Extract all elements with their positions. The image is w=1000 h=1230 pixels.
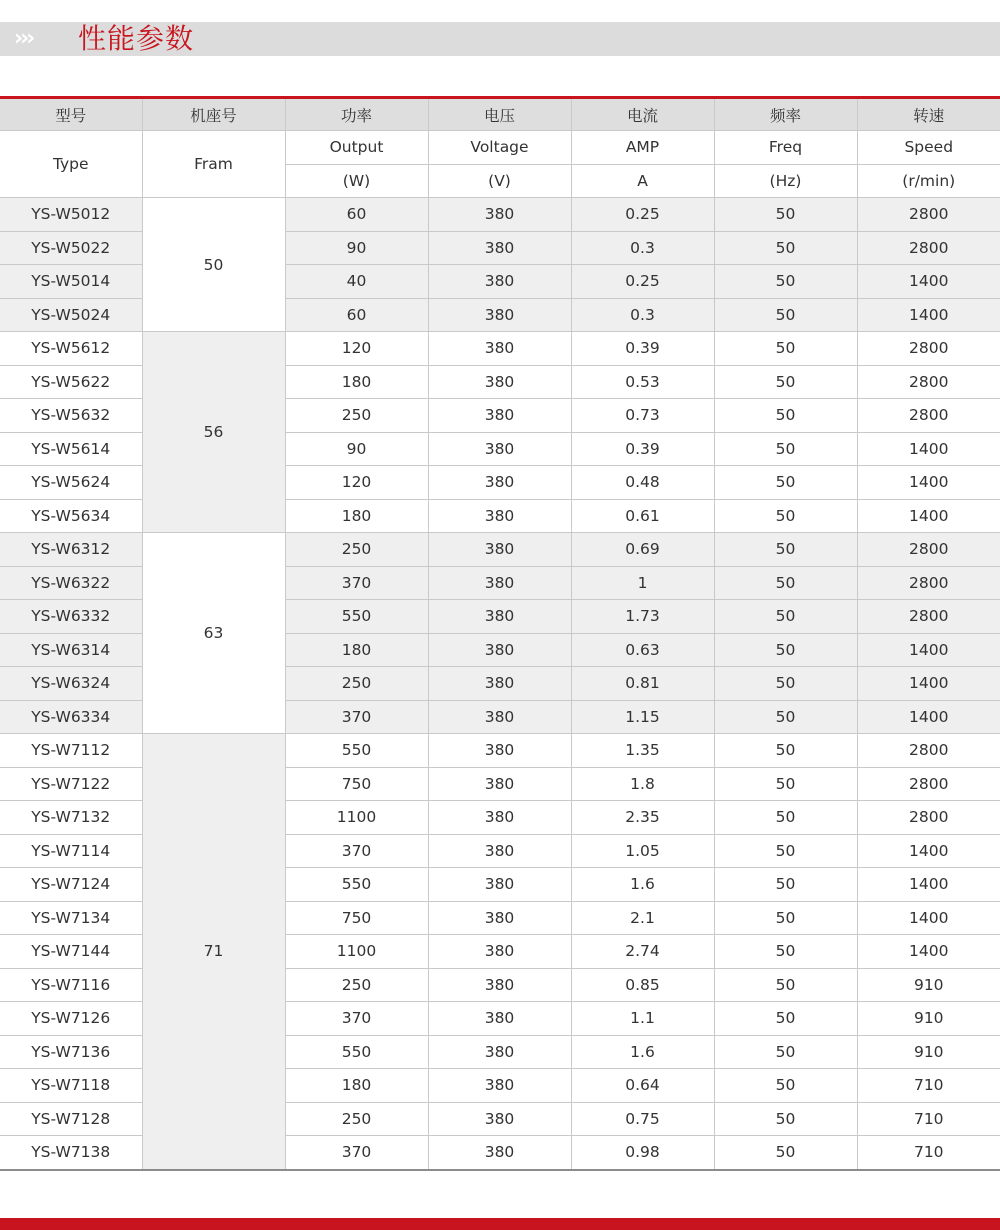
cell-amp: 0.39 (571, 432, 714, 466)
header-en-speed: Speed (857, 131, 1000, 165)
cell-freq: 50 (714, 968, 857, 1002)
cell-speed: 2800 (857, 801, 1000, 835)
cell-output: 120 (285, 332, 428, 366)
cell-voltage: 380 (428, 499, 571, 533)
cell-output: 250 (285, 399, 428, 433)
cell-output: 40 (285, 265, 428, 299)
section-title-bar (0, 22, 1000, 56)
cell-speed: 1400 (857, 700, 1000, 734)
unit-freq: (Hz) (714, 164, 857, 198)
cell-output: 1100 (285, 801, 428, 835)
cell-speed: 1400 (857, 834, 1000, 868)
cell-output: 180 (285, 633, 428, 667)
cell-speed: 1400 (857, 868, 1000, 902)
cell-freq: 50 (714, 499, 857, 533)
cell-amp: 1.15 (571, 700, 714, 734)
cell-output: 180 (285, 499, 428, 533)
cell-output: 750 (285, 901, 428, 935)
cell-type: YS-W6322 (0, 566, 142, 600)
cell-output: 90 (285, 432, 428, 466)
cell-speed: 1400 (857, 667, 1000, 701)
cell-frame: 71 (142, 734, 285, 1170)
cell-speed: 710 (857, 1069, 1000, 1103)
cell-type: YS-W5614 (0, 432, 142, 466)
cell-frame: 50 (142, 198, 285, 332)
header-cn-output: 功率 (285, 99, 428, 131)
cell-type: YS-W6324 (0, 667, 142, 701)
cell-amp: 1.35 (571, 734, 714, 768)
cell-type: YS-W7112 (0, 734, 142, 768)
cell-amp: 0.25 (571, 265, 714, 299)
cell-amp: 0.81 (571, 667, 714, 701)
header-en-freq: Freq (714, 131, 857, 165)
cell-freq: 50 (714, 298, 857, 332)
cell-freq: 50 (714, 399, 857, 433)
cell-freq: 50 (714, 1002, 857, 1036)
cell-speed: 2800 (857, 566, 1000, 600)
header-cn-type: 型号 (0, 99, 142, 131)
cell-freq: 50 (714, 1102, 857, 1136)
cell-freq: 50 (714, 198, 857, 232)
cell-type: YS-W7116 (0, 968, 142, 1002)
cell-voltage: 380 (428, 365, 571, 399)
cell-speed: 1400 (857, 265, 1000, 299)
cell-type: YS-W5014 (0, 265, 142, 299)
cell-amp: 0.98 (571, 1136, 714, 1170)
cell-type: YS-W7144 (0, 935, 142, 969)
cell-voltage: 380 (428, 600, 571, 634)
cell-voltage: 380 (428, 767, 571, 801)
cell-type: YS-W7114 (0, 834, 142, 868)
cell-output: 550 (285, 734, 428, 768)
cell-amp: 0.3 (571, 231, 714, 265)
cell-speed: 1400 (857, 432, 1000, 466)
cell-freq: 50 (714, 432, 857, 466)
unit-amp: A (571, 164, 714, 198)
cell-type: YS-W7136 (0, 1035, 142, 1069)
cell-output: 180 (285, 1069, 428, 1103)
performance-table-container (0, 96, 1000, 1171)
cell-output: 750 (285, 767, 428, 801)
cell-speed: 1400 (857, 466, 1000, 500)
cell-freq: 50 (714, 901, 857, 935)
cell-voltage: 380 (428, 1002, 571, 1036)
cell-type: YS-W5624 (0, 466, 142, 500)
cell-freq: 50 (714, 365, 857, 399)
header-en-frame: Fram (142, 131, 285, 198)
table-row (0, 198, 1000, 232)
cell-voltage: 380 (428, 734, 571, 768)
cell-output: 550 (285, 600, 428, 634)
cell-amp: 1.05 (571, 834, 714, 868)
cell-speed: 710 (857, 1102, 1000, 1136)
cell-freq: 50 (714, 466, 857, 500)
header-cn-speed: 转速 (857, 99, 1000, 131)
cell-amp: 1 (571, 566, 714, 600)
bottom-accent-bar (0, 1218, 1000, 1230)
cell-output: 120 (285, 466, 428, 500)
cell-freq: 50 (714, 533, 857, 567)
header-row-cn (0, 99, 1000, 131)
header-cn-voltage: 电压 (428, 99, 571, 131)
cell-amp: 0.25 (571, 198, 714, 232)
cell-speed: 2800 (857, 533, 1000, 567)
cell-freq: 50 (714, 801, 857, 835)
cell-voltage: 380 (428, 466, 571, 500)
cell-type: YS-W5012 (0, 198, 142, 232)
cell-speed: 2800 (857, 365, 1000, 399)
cell-speed: 910 (857, 968, 1000, 1002)
cell-voltage: 380 (428, 868, 571, 902)
cell-amp: 0.85 (571, 968, 714, 1002)
cell-speed: 1400 (857, 298, 1000, 332)
cell-voltage: 380 (428, 231, 571, 265)
cell-frame: 63 (142, 533, 285, 734)
cell-type: YS-W7128 (0, 1102, 142, 1136)
cell-voltage: 380 (428, 432, 571, 466)
cell-type: YS-W7126 (0, 1002, 142, 1036)
cell-speed: 710 (857, 1136, 1000, 1170)
header-row-en (0, 131, 1000, 165)
cell-voltage: 380 (428, 1069, 571, 1103)
cell-output: 250 (285, 1102, 428, 1136)
cell-freq: 50 (714, 868, 857, 902)
cell-voltage: 380 (428, 901, 571, 935)
cell-voltage: 380 (428, 1035, 571, 1069)
cell-freq: 50 (714, 332, 857, 366)
cell-amp: 2.35 (571, 801, 714, 835)
cell-amp: 1.73 (571, 600, 714, 634)
header-cn-amp: 电流 (571, 99, 714, 131)
cell-type: YS-W6314 (0, 633, 142, 667)
cell-output: 370 (285, 700, 428, 734)
cell-speed: 2800 (857, 332, 1000, 366)
header-en-type: Type (0, 131, 142, 198)
cell-voltage: 380 (428, 533, 571, 567)
cell-type: YS-W6334 (0, 700, 142, 734)
cell-output: 180 (285, 365, 428, 399)
cell-output: 60 (285, 198, 428, 232)
header-cn-freq: 频率 (714, 99, 857, 131)
cell-type: YS-W5612 (0, 332, 142, 366)
cell-voltage: 380 (428, 801, 571, 835)
cell-output: 250 (285, 533, 428, 567)
header-cn-frame: 机座号 (142, 99, 285, 131)
cell-freq: 50 (714, 700, 857, 734)
table-row (0, 533, 1000, 567)
cell-output: 90 (285, 231, 428, 265)
cell-amp: 0.39 (571, 332, 714, 366)
cell-speed: 2800 (857, 231, 1000, 265)
cell-speed: 1400 (857, 633, 1000, 667)
cell-amp: 1.6 (571, 1035, 714, 1069)
cell-output: 60 (285, 298, 428, 332)
cell-freq: 50 (714, 633, 857, 667)
cell-voltage: 380 (428, 834, 571, 868)
cell-speed: 1400 (857, 935, 1000, 969)
cell-freq: 50 (714, 1136, 857, 1170)
cell-freq: 50 (714, 265, 857, 299)
performance-table (0, 99, 1000, 1171)
cell-freq: 50 (714, 1069, 857, 1103)
cell-output: 370 (285, 834, 428, 868)
cell-speed: 1400 (857, 901, 1000, 935)
cell-voltage: 380 (428, 1102, 571, 1136)
table-row (0, 734, 1000, 768)
cell-amp: 0.61 (571, 499, 714, 533)
cell-frame: 56 (142, 332, 285, 533)
cell-speed: 2800 (857, 734, 1000, 768)
cell-freq: 50 (714, 600, 857, 634)
cell-voltage: 380 (428, 633, 571, 667)
cell-voltage: 380 (428, 298, 571, 332)
cell-output: 370 (285, 1002, 428, 1036)
cell-freq: 50 (714, 767, 857, 801)
cell-type: YS-W7124 (0, 868, 142, 902)
cell-type: YS-W7122 (0, 767, 142, 801)
cell-voltage: 380 (428, 265, 571, 299)
cell-type: YS-W5022 (0, 231, 142, 265)
cell-type: YS-W6312 (0, 533, 142, 567)
cell-voltage: 380 (428, 1136, 571, 1170)
cell-amp: 0.64 (571, 1069, 714, 1103)
cell-amp: 0.75 (571, 1102, 714, 1136)
cell-freq: 50 (714, 667, 857, 701)
cell-amp: 2.1 (571, 901, 714, 935)
cell-type: YS-W5622 (0, 365, 142, 399)
header-en-voltage: Voltage (428, 131, 571, 165)
cell-type: YS-W5632 (0, 399, 142, 433)
cell-freq: 50 (714, 834, 857, 868)
cell-amp: 0.3 (571, 298, 714, 332)
cell-speed: 1400 (857, 499, 1000, 533)
cell-output: 250 (285, 968, 428, 1002)
unit-output: (W) (285, 164, 428, 198)
cell-voltage: 380 (428, 198, 571, 232)
cell-voltage: 380 (428, 935, 571, 969)
cell-speed: 2800 (857, 600, 1000, 634)
cell-speed: 2800 (857, 399, 1000, 433)
cell-output: 250 (285, 667, 428, 701)
cell-output: 550 (285, 1035, 428, 1069)
cell-type: YS-W5634 (0, 499, 142, 533)
cell-voltage: 380 (428, 399, 571, 433)
cell-output: 370 (285, 1136, 428, 1170)
cell-amp: 1.1 (571, 1002, 714, 1036)
cell-output: 550 (285, 868, 428, 902)
header-en-output: Output (285, 131, 428, 165)
unit-speed: (r/min) (857, 164, 1000, 198)
cell-speed: 910 (857, 1002, 1000, 1036)
section-title: 性能参数 (78, 22, 195, 55)
cell-voltage: 380 (428, 968, 571, 1002)
cell-amp: 0.63 (571, 633, 714, 667)
cell-voltage: 380 (428, 332, 571, 366)
cell-freq: 50 (714, 566, 857, 600)
cell-freq: 50 (714, 935, 857, 969)
cell-amp: 1.6 (571, 868, 714, 902)
cell-speed: 910 (857, 1035, 1000, 1069)
cell-freq: 50 (714, 1035, 857, 1069)
cell-freq: 50 (714, 734, 857, 768)
cell-type: YS-W7134 (0, 901, 142, 935)
chevrons-icon: ››› (14, 26, 33, 51)
cell-amp: 0.73 (571, 399, 714, 433)
cell-output: 1100 (285, 935, 428, 969)
cell-amp: 0.69 (571, 533, 714, 567)
cell-speed: 2800 (857, 198, 1000, 232)
cell-voltage: 380 (428, 667, 571, 701)
cell-amp: 2.74 (571, 935, 714, 969)
cell-type: YS-W7132 (0, 801, 142, 835)
cell-freq: 50 (714, 231, 857, 265)
cell-type: YS-W7138 (0, 1136, 142, 1170)
cell-voltage: 380 (428, 566, 571, 600)
cell-amp: 0.53 (571, 365, 714, 399)
table-row (0, 332, 1000, 366)
header-en-amp: AMP (571, 131, 714, 165)
cell-type: YS-W6332 (0, 600, 142, 634)
cell-type: YS-W5024 (0, 298, 142, 332)
cell-speed: 2800 (857, 767, 1000, 801)
cell-type: YS-W7118 (0, 1069, 142, 1103)
unit-voltage: (V) (428, 164, 571, 198)
cell-amp: 1.8 (571, 767, 714, 801)
cell-voltage: 380 (428, 700, 571, 734)
cell-amp: 0.48 (571, 466, 714, 500)
cell-output: 370 (285, 566, 428, 600)
